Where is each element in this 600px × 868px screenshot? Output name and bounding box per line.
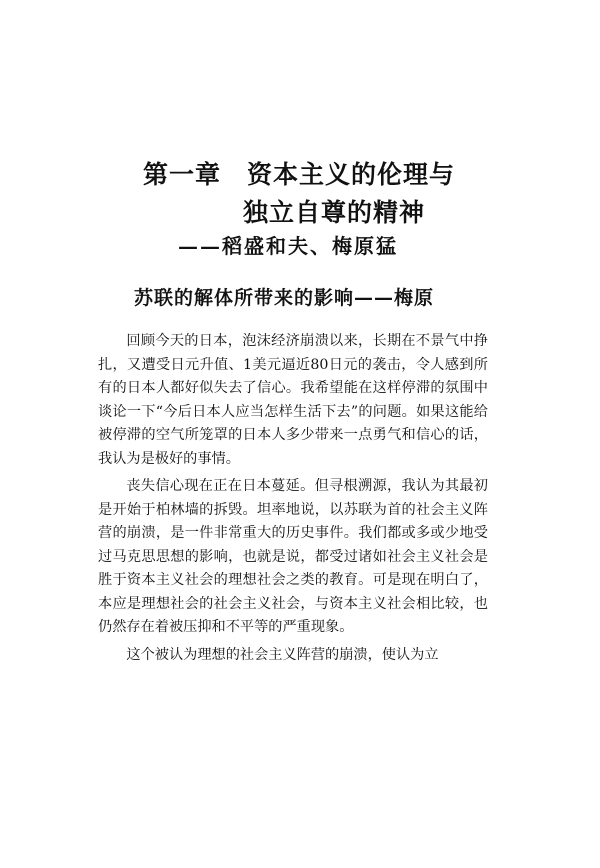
paragraph-3: 这个被认为理想的社会主义阵营的崩溃，使认为立	[126, 646, 439, 663]
body-text	[98, 330, 488, 671]
chapter-title-line-2: 独立自尊的精神	[243, 198, 426, 227]
paragraph-2: 丧失信心现在正在日本蔓延。但寻根溯源，我认为其最初是开始于柏林墙的拆毁。坦率地说，以苏联为首的社会主义阵营的崩溃，是一件非常重大的历史事件。我们都或多或少地受过马克思思想的影响，也就是说，都受过诸如社会主义社会是胜于资本主义社会的理想社会之类的教育。可是现在明白了，本应是理想社会的社会主义社会，与资本主义社会相比较，也仍然存在着被压抑和不平等的严重现象。	[98, 478, 488, 635]
section-title: 苏联的解体所带来的影响——梅原	[134, 287, 435, 309]
paragraph-1: 回顾今天的日本，泡沫经济崩溃以来，长期在不景气中挣扎，又遭受日元升值、1美元逼近80日元的袭击，令人感到所有的日本人都好似失去了信心。我希望能在这样停滞的氛围中谈论一下“今后日本人应当怎样生活下去”的问题。如果这能给被停滞的空气所笼罩的日本人多少带来一点勇气和信心的话，我认为是极好的事情。	[98, 333, 488, 467]
chapter-subtitle: ——稻盛和夫、梅原猛	[178, 234, 398, 258]
chapter-title-line-1: 第一章 资本主义的伦理与	[143, 160, 456, 189]
